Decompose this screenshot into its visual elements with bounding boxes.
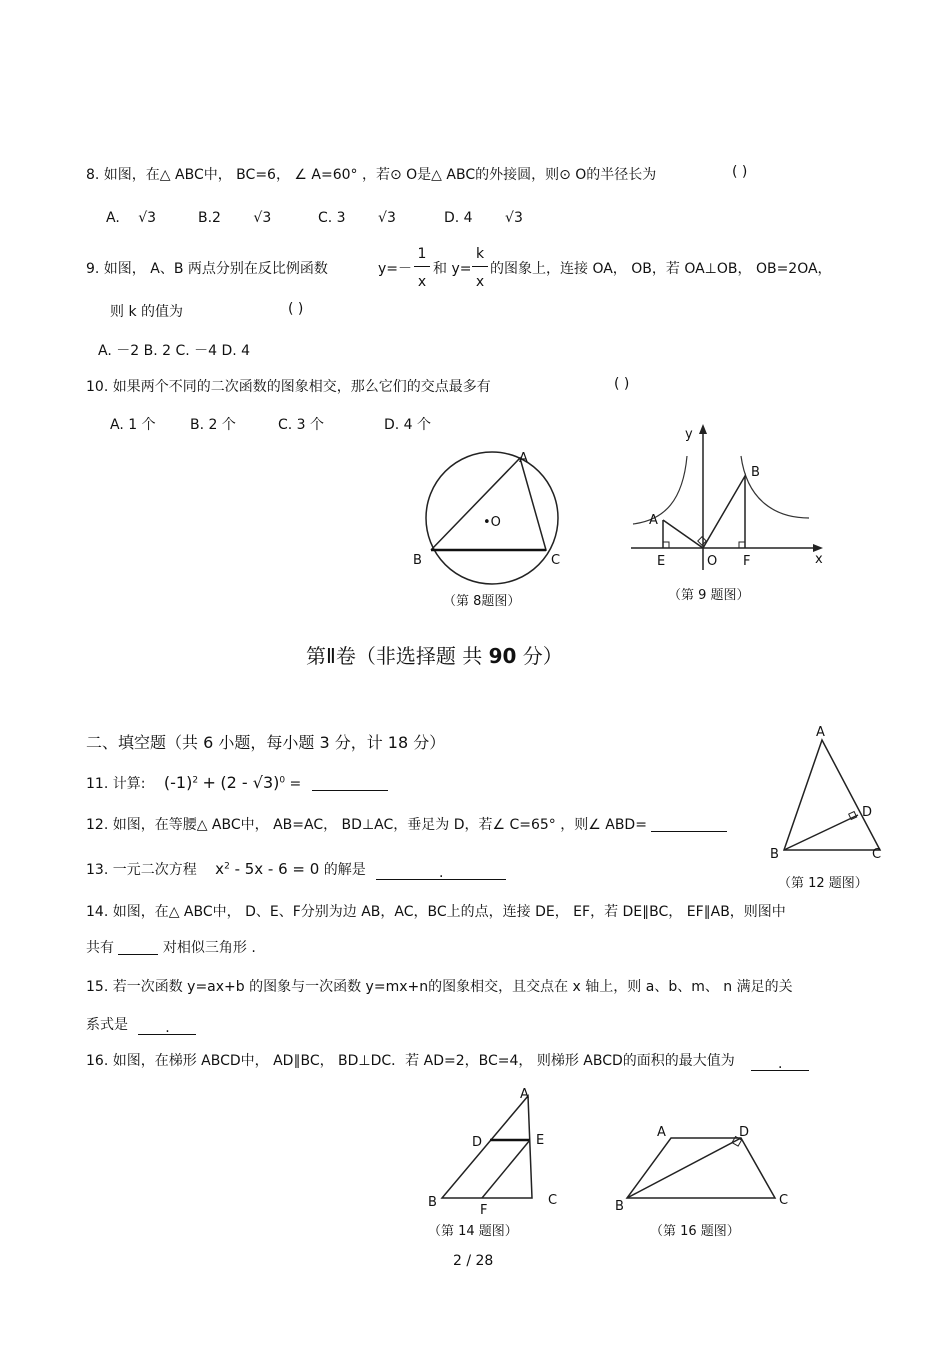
label-e: E [657,554,666,569]
label-b: B [413,553,422,568]
label-a: A [657,1125,666,1140]
q9-line2: 则 k 的值为 [110,304,184,320]
label-a: A [816,725,825,740]
section-two-heading: 二、填空题（共 6 小题，每小题 3 分，计 18 分） [86,733,446,752]
q13-dot: . [438,865,444,881]
label-d: D [739,1125,750,1140]
label-c: C [551,553,561,568]
fig8-caption: （第 8题图） [443,594,521,609]
label-b: B [751,465,760,480]
fig9-caption: （第 9 题图） [668,588,750,603]
q10-option-c: C. 3 个 [278,417,325,433]
label-a: A [519,451,528,466]
q13-eq-exp: 2 [224,861,230,872]
q14-line2 [86,937,256,957]
label-d: D [862,805,873,820]
q16-dot: . [778,1056,783,1072]
q9-frac1-num: 1 [417,246,427,262]
q15-line2-start: 系式是 [86,1017,128,1033]
part-two-prefix: 第Ⅱ卷（非选择题 共 [306,644,489,668]
figure-14 [420,1082,570,1217]
q9-frac2-den: x [475,274,485,290]
option-letter: A. [106,210,120,226]
sqrt-value: √3 [138,210,157,226]
q11-equals: = [289,776,302,792]
label-d: D [472,1135,483,1150]
q12-text: 12. 如图，在等腰△ ABC中， AB=AC， BD⊥AC，垂足为 D，若∠ C=65° ，则∠ ABD= [86,817,647,833]
q13-label: 13. 一元二次方程 [86,862,197,878]
trapezoid-abcd [627,1138,775,1198]
q9-answer-paren: ( ) [288,301,304,317]
label-f: F [743,554,751,569]
q11-plus: + [202,773,216,792]
label-c: C [872,847,882,862]
right-angle-f [739,542,745,548]
part-two-heading [306,640,563,669]
q15-line1: 15. 若一次函数 y=ax+b 的图象与一次函数 y=mx+n的图象相交，且交点在 x 轴上，则 a、b、m、 n 满足的关 [86,979,793,995]
q16 [86,1050,809,1071]
figure-12 [762,720,892,870]
q15-line2 [86,1014,196,1035]
option-letter: C. 3 [318,210,346,226]
label-b: B [615,1199,624,1214]
label-a: A [520,1087,529,1102]
label-b: B [770,847,779,862]
q9-frac1-den: x [417,274,427,290]
label-f: F [480,1203,488,1217]
q11-label: 11. 计算: [86,776,146,792]
q14-answer-blank[interactable] [118,940,158,955]
q10-answer-paren: ( ) [614,376,630,392]
q14-line1: 14. 如图，在△ ABC中， D、E、F分别为边 AB，AC，BC上的点，连接 DE， EF，若 DE∥BC， EF∥AB，则图中 [86,904,786,920]
fraction-bar [472,266,488,267]
q9-options: A. －2 B. 2 C. －4 D. 4 [98,343,251,359]
q10-option-a: A. 1 个 [110,417,156,433]
segment-ef [482,1140,530,1198]
sqrt-value: √3 [505,210,523,226]
segments-oa-ob [663,476,745,548]
label-o: •O [483,515,501,530]
q8-option-c [318,210,396,226]
triangle-abc [442,1096,532,1198]
figure-9 [625,420,835,580]
q9-mid: 和 y= [433,261,472,277]
q11-term-b: (2 - √3) [220,773,280,792]
part-two-suffix: 分） [516,644,563,668]
q10-option-d: D. 4 个 [384,417,432,433]
q12-answer-blank[interactable] [651,817,727,832]
label-x: x [815,552,823,567]
label-c: C [779,1193,789,1208]
fraction-bar [414,266,430,267]
q13-answer-blank[interactable] [376,865,506,880]
q11-exp-b: 0 [279,775,286,786]
q9-frac2-num: k [475,246,485,262]
triangle-abc [784,740,880,850]
segment-bd [784,815,858,850]
page-number: 2 / 28 [453,1253,494,1269]
part-two-score: 90 [488,644,517,668]
q10-stem: 10. 如果两个不同的二次函数的图象相交，那么它们的交点最多有 [86,379,491,395]
option-letter: B.2 [198,210,221,226]
q8-answer-paren: ( ) [732,164,748,180]
right-angle-e [663,542,669,548]
figure-16 [605,1118,800,1218]
label-o: O [707,554,718,569]
q9-stem-end: 的图象上，连接 OA， OB，若 OA⊥OB， OB=2OA， [490,261,832,277]
q12 [86,814,727,834]
q14-line2-end: 对相似三角形 . [162,940,256,956]
q13 [86,859,506,880]
q11-exp-a: 2 [192,775,199,786]
q9-eq1: y=－ [378,261,413,277]
q14-line2-start: 共有 [86,940,114,956]
fig16-caption: （第 16 题图） [650,1224,740,1239]
q11-term-a: (-1) [163,773,193,792]
label-b: B [428,1195,437,1210]
label-y: y [685,427,693,442]
q16-answer-blank[interactable] [751,1056,809,1071]
q13-eq-x: x [215,860,225,878]
q11 [86,773,388,793]
label-e: E [536,1133,545,1148]
q8-option-d [444,210,523,226]
triangle-abc [431,458,546,550]
fig12-caption: （第 12 题图） [778,876,868,891]
q8-option-a [106,210,156,226]
label-a: A [649,513,658,528]
sqrt-value: √3 [253,210,272,226]
fig14-caption: （第 14 题图） [428,1224,518,1239]
option-letter: D. 4 [444,210,473,226]
q13-suffix: 的解是 [323,862,366,878]
q13-eq-rest: - 5x - 6 = 0 [229,860,320,878]
q15-dot: . [165,1020,170,1036]
q10-option-b: B. 2 个 [190,417,236,433]
sqrt-value: √3 [378,210,396,226]
curve-left [633,456,687,524]
q8-option-b [198,210,271,226]
q11-answer-blank[interactable] [312,776,388,791]
segment-bd [627,1138,741,1198]
q15-answer-blank[interactable] [138,1020,196,1035]
x-axis-arrow [813,544,823,552]
q16-text: 16. 如图，在梯形 ABCD中， AD∥BC， BD⊥DC．若 AD=2，BC=4， 则梯形 ABCD的面积的最大值为 [86,1053,735,1069]
figure-8 [405,440,575,590]
q8-stem: 8. 如图，在△ ABC中， BC=6， ∠ A=60° ，若⊙ O是△ ABC的外接圆，则⊙ O的半径长为 [86,167,657,183]
q9-stem-start: 9. 如图， A、B 两点分别在反比例函数 [86,261,328,277]
y-axis-arrow [699,424,707,434]
label-c: C [548,1193,558,1208]
